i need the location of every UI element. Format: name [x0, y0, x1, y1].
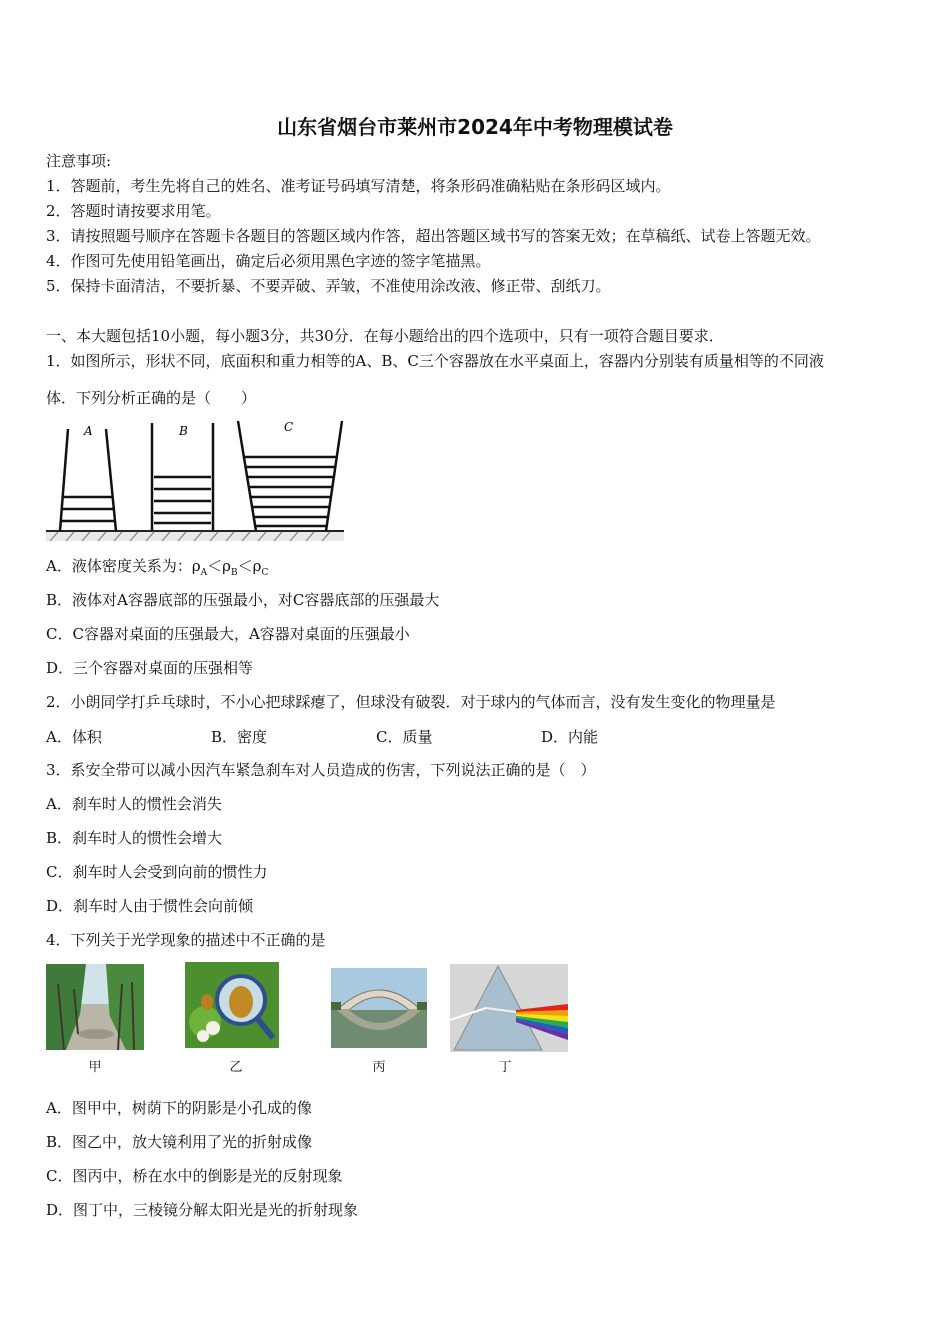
q1-option-d: D．三个容器对桌面的压强相等: [46, 659, 254, 677]
note-item: 4．作图可先使用铅笔画出，确定后必须用黑色字迹的签字笔描黑。: [46, 252, 491, 270]
caption-jia: 甲: [88, 1060, 102, 1075]
q3-option-d: D．刹车时人由于惯性会向前倾: [46, 897, 254, 915]
containers-figure: [46, 415, 346, 545]
container-label: B: [179, 424, 188, 438]
q3-option-b: B．刹车时人的惯性会增大: [46, 829, 223, 847]
q3-stem: 3．系安全带可以减小因汽车紧急刹车对人员造成的伤害，下列说法正确的是（ ）: [46, 761, 596, 779]
section-heading: 一、本大题包括10小题，每小题3分，共30分．在每小题给出的四个选项中，只有一项符合题目要求．: [46, 327, 724, 345]
tree-shade-photo: [46, 964, 144, 1050]
page-title: 山东省烟台市莱州市2024年中考物理模试卷: [277, 115, 673, 139]
q4-option-b: B．图乙中，放大镜利用了光的折射成像: [46, 1133, 313, 1151]
note-item: 5．保持卡面清洁，不要折暴、不要弄破、弄皱，不准使用涂改液、修正带、刮纸刀。: [46, 277, 611, 295]
prism-photo: [450, 964, 568, 1052]
q4-option-d: D．图丁中，三棱镜分解太阳光是光的折射现象: [46, 1201, 359, 1219]
notes-heading: 注意事项:: [46, 152, 112, 170]
q2-stem: 2．小朗同学打乒乓球时，不小心把球踩瘪了，但球没有破裂．对于球内的气体而言，没有发生变化的物理量是: [46, 693, 776, 711]
q2-option-d: D．内能: [541, 728, 599, 746]
q2-option-a: A．体积: [46, 728, 102, 746]
q1-stem-line1: 1．如图所示，形状不同，底面积和重力相等的A、B、C三个容器放在水平桌面上，容器内分别装有质量相等的不同液: [46, 352, 824, 370]
magnifier-photo: [185, 962, 279, 1048]
container-label: A: [84, 424, 93, 438]
container-a: [60, 429, 116, 531]
q4-option-a: A．图甲中，树荫下的阴影是小孔成的像: [46, 1099, 312, 1117]
q3-option-a: A．刹车时人的惯性会消失: [46, 795, 222, 813]
q1-option-c: C．C容器对桌面的压强最大，A容器对桌面的压强最小: [46, 625, 410, 643]
q2-option-b: B．密度: [211, 728, 268, 746]
q4-stem: 4．下列关于光学现象的描述中不正确的是: [46, 931, 326, 949]
note-item: 1．答题前，考生先将自己的姓名、准考证号码填写清楚，将条形码准确粘贴在条形码区域内。: [46, 177, 671, 195]
q1-option-a: A．液体密度关系为：$\rho_A<\rho_B<\rho_C$: [46, 557, 269, 578]
caption-yi: 乙: [229, 1060, 243, 1075]
caption-ding: 丁: [498, 1060, 512, 1075]
caption-bing: 丙: [372, 1060, 386, 1075]
container-label: C: [284, 420, 294, 434]
q4-option-c: C．图丙中，桥在水中的倒影是光的反射现象: [46, 1167, 343, 1185]
q1-option-b: B．液体对A容器底部的压强最小，对C容器底部的压强最大: [46, 591, 440, 609]
q3-option-c: C．刹车时人会受到向前的惯性力: [46, 863, 268, 881]
bridge-reflection-photo: [331, 968, 427, 1048]
q2-option-c: C．质量: [376, 728, 433, 746]
q1-stem-line2: 体．下列分析正确的是（ ）: [46, 389, 257, 407]
note-item: 2．答题时请按要求用笔。: [46, 202, 221, 220]
note-item: 3．请按照题号顺序在答题卡各题目的答题区域内作答，超出答题区域书写的答案无效；在草稿纸、试卷上答题无效。: [46, 227, 821, 245]
